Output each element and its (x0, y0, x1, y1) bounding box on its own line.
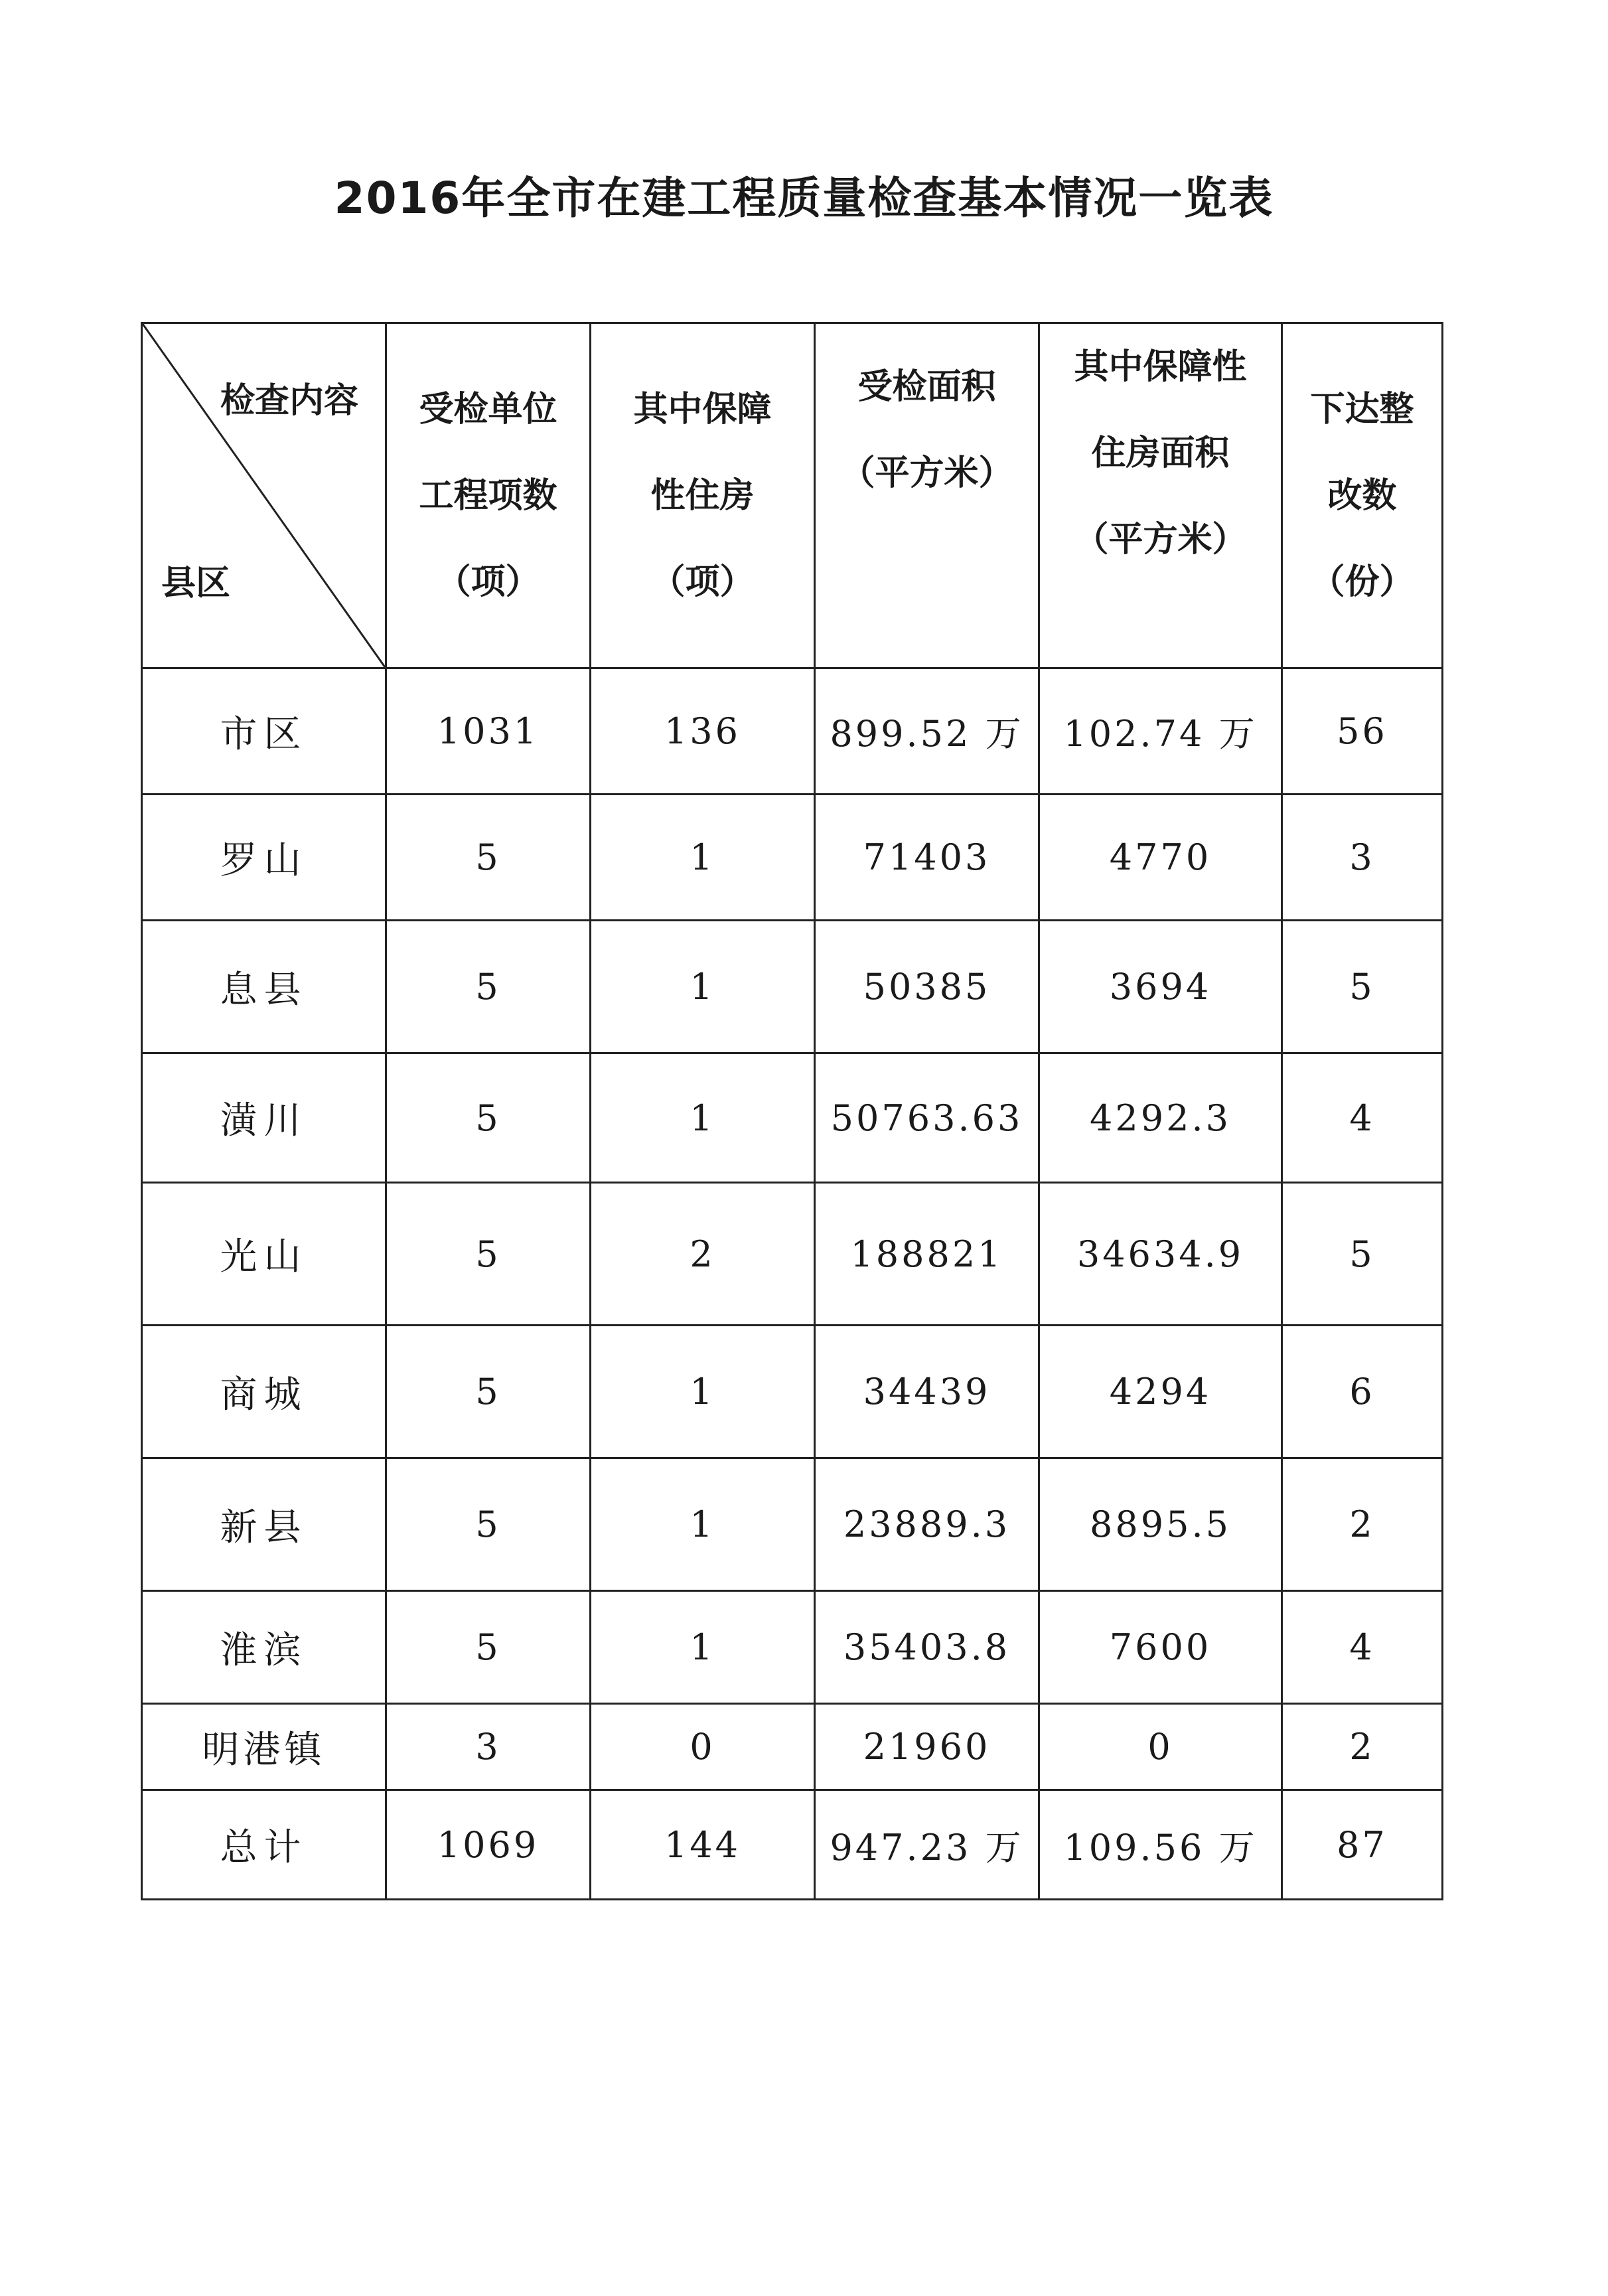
housing-area-cell: 4292.3 (1039, 1053, 1282, 1183)
header-housing-area: 其中保障性 住房面积 （平方米） (1039, 323, 1282, 668)
region-cell: 罗山 (142, 795, 386, 921)
housing-cell: 1 (591, 795, 815, 921)
area-cell: 23889.3 (815, 1458, 1039, 1591)
region-cell: 息县 (142, 921, 386, 1053)
projects-cell: 3 (386, 1704, 591, 1790)
page-title: 2016年全市在建工程质量检查基本情况一览表 (334, 173, 1274, 224)
rectify-cell: 4 (1282, 1591, 1443, 1704)
projects-cell: 5 (386, 921, 591, 1053)
housing-cell: 1 (591, 1326, 815, 1458)
inspection-table (141, 322, 1443, 1900)
rectify-cell: 5 (1282, 1183, 1443, 1326)
corner-header-cell (142, 323, 386, 668)
housing-area-cell: 3694 (1039, 921, 1282, 1053)
projects-cell: 5 (386, 795, 591, 921)
region-cell: 光山 (142, 1183, 386, 1326)
corner-top-label: 检查内容 (220, 380, 358, 421)
housing-area-cell: 34634.9 (1039, 1183, 1282, 1326)
header-rectify: 下达整 改数 （份） (1282, 323, 1443, 668)
projects-cell: 5 (386, 1326, 591, 1458)
table-row (142, 921, 1443, 1053)
housing-cell: 1 (591, 1591, 815, 1704)
region-cell: 商城 (142, 1326, 386, 1458)
housing-cell: 2 (591, 1183, 815, 1326)
table-row (142, 1326, 1443, 1458)
housing-area-cell: 8895.5 (1039, 1458, 1282, 1591)
housing-area-cell: 4294 (1039, 1326, 1282, 1458)
rectify-cell: 4 (1282, 1053, 1443, 1183)
corner-bottom-label: 县区 (161, 563, 231, 603)
projects-cell: 1031 (386, 668, 591, 795)
area-cell: 899.52 万 (815, 668, 1039, 795)
projects-cell: 5 (386, 1053, 591, 1183)
table-row (142, 795, 1443, 921)
region-cell: 总计 (142, 1790, 386, 1900)
housing-cell: 0 (591, 1704, 815, 1790)
header-area: 受检面积 （平方米） (815, 323, 1039, 668)
region-cell: 淮滨 (142, 1591, 386, 1704)
rectify-cell: 56 (1282, 668, 1443, 795)
area-cell: 21960 (815, 1704, 1039, 1790)
housing-area-cell: 7600 (1039, 1591, 1282, 1704)
housing-cell: 1 (591, 1053, 815, 1183)
housing-cell: 1 (591, 921, 815, 1053)
table-row (142, 1591, 1443, 1704)
area-cell: 947.23 万 (815, 1790, 1039, 1900)
housing-area-cell: 0 (1039, 1704, 1282, 1790)
projects-cell: 5 (386, 1458, 591, 1591)
housing-cell: 144 (591, 1790, 815, 1900)
rectify-cell: 3 (1282, 795, 1443, 921)
area-cell: 34439 (815, 1326, 1039, 1458)
projects-cell: 1069 (386, 1790, 591, 1900)
region-cell: 潢川 (142, 1053, 386, 1183)
rectify-cell: 2 (1282, 1704, 1443, 1790)
table-row (142, 1704, 1443, 1790)
area-cell: 50763.63 (815, 1053, 1039, 1183)
table-row-total (142, 1790, 1443, 1900)
rectify-cell: 5 (1282, 921, 1443, 1053)
area-cell: 50385 (815, 921, 1039, 1053)
area-cell: 188821 (815, 1183, 1039, 1326)
housing-cell: 1 (591, 1458, 815, 1591)
housing-area-cell: 102.74 万 (1039, 668, 1282, 795)
projects-cell: 5 (386, 1591, 591, 1704)
region-cell: 明港镇 (142, 1704, 386, 1790)
header-housing-projects: 其中保障 性住房 （项） (591, 323, 815, 668)
region-cell: 市区 (142, 668, 386, 795)
housing-area-cell: 4770 (1039, 795, 1282, 921)
housing-area-cell: 109.56 万 (1039, 1790, 1282, 1900)
rectify-cell: 6 (1282, 1326, 1443, 1458)
table-row (142, 1053, 1443, 1183)
rectify-cell: 87 (1282, 1790, 1443, 1900)
table-row (142, 668, 1443, 795)
projects-cell: 5 (386, 1183, 591, 1326)
region-cell: 新县 (142, 1458, 386, 1591)
area-cell: 35403.8 (815, 1591, 1039, 1704)
housing-cell: 136 (591, 668, 815, 795)
rectify-cell: 2 (1282, 1458, 1443, 1591)
table-header-row (142, 323, 1443, 668)
table-row (142, 1458, 1443, 1591)
table-row (142, 1183, 1443, 1326)
header-projects: 受检单位 工程项数 （项） (386, 323, 591, 668)
diagonal-line (143, 324, 385, 667)
area-cell: 71403 (815, 795, 1039, 921)
